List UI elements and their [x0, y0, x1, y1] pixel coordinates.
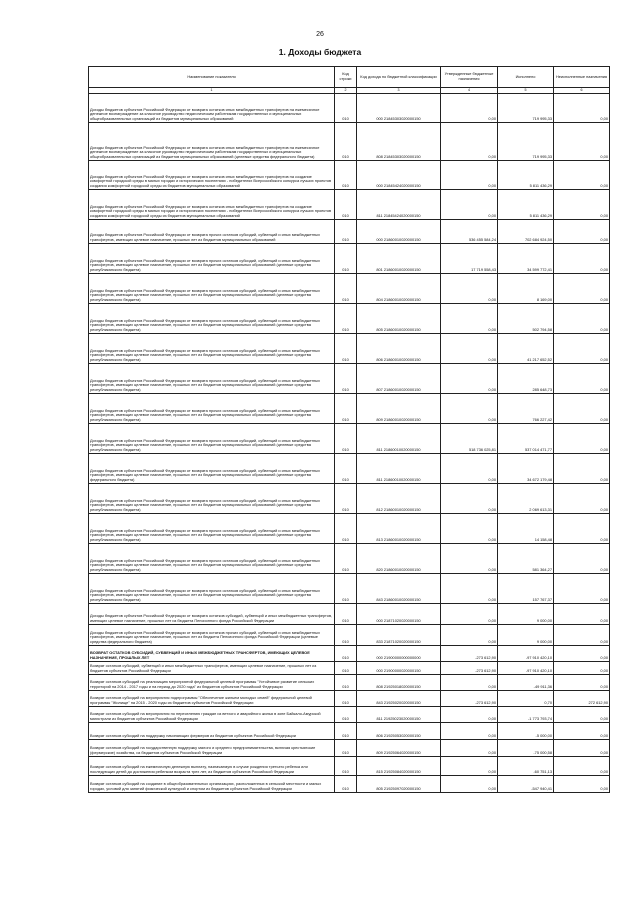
row-executed: -60 751,13: [498, 756, 554, 775]
row-approved: -273 612,90: [441, 645, 498, 661]
row-unexecuted: 0,00: [554, 775, 610, 792]
row-kbk: 811 21860010020000150: [357, 453, 441, 483]
row-unexecuted: 0,00: [554, 739, 610, 756]
row-line-code: 010: [335, 219, 357, 243]
row-kbk: 820 21860010020000150: [357, 543, 441, 573]
row-approved: 0,00: [441, 453, 498, 483]
table-row: [89, 603, 610, 624]
row-line-code: 010: [335, 661, 357, 674]
row-line-code: 010: [335, 93, 357, 122]
row-line-code: 010: [335, 453, 357, 483]
row-executed: -547 940,41: [498, 775, 554, 792]
column-number: 3: [357, 88, 441, 94]
row-approved: 0,00: [441, 393, 498, 423]
row-kbk: 804 21860010020000150: [357, 273, 441, 303]
row-name: Возврат остатков субсидий на реализацию мероприятий федеральной целевой программы "Устойчивое развитие сельских территорий на 2014 - 2017 годы и на период до 2020 года" из бюджетов субъектов Российской Федерации: [89, 674, 335, 690]
row-kbk: 806 21925053020000150: [357, 722, 441, 739]
row-name: Доходы бюджетов субъектов Российской Федерации от возврата остатков иных межбюджетных трансфертов на ежемесячное денежное вознаграждение за классное руководство педагогическим работникам государственных и муниципальных общеобразовательных организаций из бюджетов муниципальных образований: [89, 93, 335, 122]
row-name: Доходы бюджетов субъектов Российской Федерации от возврата остатков иных межбюджетных трансфертов на создание комфортной городской среды в малых городах и исторических поселениях - победителях Всероссийского конкурса лучших проектов создания комфортной городской среды из бюджетов муниципальных образований: [89, 189, 335, 219]
row-kbk: 000 21860010020000150: [357, 219, 441, 243]
table-row: [89, 189, 610, 219]
row-line-code: 010: [335, 690, 357, 706]
row-kbk: 811 21925023020000150: [357, 706, 441, 722]
row-executed: 9 000,00: [498, 624, 554, 645]
row-approved: 0,00: [441, 706, 498, 722]
row-line-code: 010: [335, 122, 357, 160]
column-number: 1: [89, 88, 335, 94]
row-approved: 0,00: [441, 603, 498, 624]
row-line-code: 010: [335, 189, 357, 219]
column-number: 4: [441, 88, 498, 94]
row-kbk: 833 21871020020000150: [357, 624, 441, 645]
row-executed: -75 000,58: [498, 739, 554, 756]
table-row: [89, 513, 610, 543]
row-unexecuted: 0,00: [554, 624, 610, 645]
column-number: 6: [554, 88, 610, 94]
column-number: 5: [498, 88, 554, 94]
row-name: Доходы бюджетов субъектов Российской Федерации от возврата остатков субсидий, субвенций и иных межбюджетных трансфертов, имеющих целевое назначение, прошлых лет из бюджета Пенсионного фонда Российской Федерации: [89, 603, 335, 624]
row-kbk: 806 21860010020000150: [357, 333, 441, 363]
row-unexecuted: 0,00: [554, 513, 610, 543]
row-approved: 518 736 025,81: [441, 423, 498, 453]
row-name: Доходы бюджетов субъектов Российской Федерации от возврата прочих остатков субсидий, субвенций и иных межбюджетных трансфертов, имеющих целевое назначение, прошлых лет из бюджетов муниципальных образований (целевые средства республиканского бюджета): [89, 513, 335, 543]
row-unexecuted: 0,00: [554, 756, 610, 775]
row-name: Доходы бюджетов субъектов Российской Федерации от возврата прочих остатков субсидий, субвенций и иных межбюджетных трансфертов, имеющих целевое назначение, прошлых лет из бюджетов муниципальных образований (целевые средства республиканского бюджета): [89, 303, 335, 333]
row-line-code: 010: [335, 423, 357, 453]
row-unexecuted: 0,00: [554, 543, 610, 573]
row-approved: -273 612,90: [441, 690, 498, 706]
table-row: [89, 483, 610, 513]
row-executed: 34 599 772,41: [498, 243, 554, 273]
row-unexecuted: 0,00: [554, 393, 610, 423]
row-line-code: 010: [335, 645, 357, 661]
row-line-code: 010: [335, 393, 357, 423]
table-row: [89, 423, 610, 453]
row-unexecuted: 0,00: [554, 603, 610, 624]
table-row: [89, 93, 610, 122]
table-row: [89, 219, 610, 243]
row-kbk: 807 21860010020000150: [357, 363, 441, 393]
row-unexecuted: 0,00: [554, 722, 610, 739]
row-approved: 0,00: [441, 624, 498, 645]
row-kbk: 808 21845303020000150: [357, 122, 441, 160]
row-line-code: 010: [335, 273, 357, 303]
row-approved: -273 612,90: [441, 661, 498, 674]
row-name: Доходы бюджетов субъектов Российской Федерации от возврата остатков иных межбюджетных трансфертов на создание комфортной городской среды в малых городах и исторических поселениях - победителях Всероссийского конкурса лучших проектов создания комфортной городской среды из бюджетов муниципальных образований: [89, 160, 335, 189]
row-executed: -49 911,36: [498, 674, 554, 690]
row-approved: 536 455 584,24: [441, 219, 498, 243]
table-row: [89, 690, 610, 706]
row-line-code: 010: [335, 706, 357, 722]
row-line-code: 010: [335, 603, 357, 624]
row-name: Возврат остатков субсидий на ежемесячную денежную выплату, назначаемую в случае рождения третьего ребенка или последующих детей до достижения ребенком возраста трех лет, из бюджетов субъектов Российской Федерации: [89, 756, 335, 775]
row-kbk: 808 21925018020000150: [357, 674, 441, 690]
row-kbk: 805 21925097020000150: [357, 775, 441, 792]
row-name: Возврат остатков субсидий на поддержку начинающих фермеров из бюджетов субъектов Российской Федерации: [89, 722, 335, 739]
table-row: [89, 739, 610, 756]
row-name: Доходы бюджетов субъектов Российской Федерации от возврата прочих остатков субсидий, субвенций и иных межбюджетных трансфертов, имеющих целевое назначение, прошлых лет из бюджетов муниципальных образований (целевые средства республиканского бюджета): [89, 543, 335, 573]
row-approved: 0,00: [441, 363, 498, 393]
table-body: [89, 93, 610, 792]
row-unexecuted: 0,00: [554, 160, 610, 189]
row-executed: 581 364,27: [498, 543, 554, 573]
header-name: Наименование показателя: [89, 67, 335, 88]
row-approved: 0,00: [441, 739, 498, 756]
row-unexecuted: 0,00: [554, 219, 610, 243]
row-unexecuted: 0,00: [554, 93, 610, 122]
table-row: [89, 661, 610, 674]
row-approved: 0,00: [441, 756, 498, 775]
row-line-code: 010: [335, 739, 357, 756]
table-row: [89, 333, 610, 363]
table-row: [89, 674, 610, 690]
header-executed: Исполнено: [498, 67, 554, 88]
row-unexecuted: 0,00: [554, 483, 610, 513]
row-kbk: 813 21860010020000150: [357, 513, 441, 543]
row-executed: 14 158,48: [498, 513, 554, 543]
row-kbk: 812 21860010020000150: [357, 483, 441, 513]
row-kbk: 811 21845424020000150: [357, 189, 441, 219]
row-name: Доходы бюджетов субъектов Российской Федерации от возврата прочих остатков субсидий, субвенций и иных межбюджетных трансфертов, имеющих целевое назначение, прошлых лет из бюджетов муниципальных образований (целевые средства республиканского бюджета): [89, 393, 335, 423]
row-name: Доходы бюджетов субъектов Российской Федерации от возврата прочих остатков субсидий, субвенций и иных межбюджетных трансфертов, имеющих целевое назначение, прошлых лет из бюджетов муниципальных образований (целевые средства республиканского бюджета): [89, 243, 335, 273]
row-executed: 5 811 436,29: [498, 160, 554, 189]
row-executed: -5 000,00: [498, 722, 554, 739]
row-name: Доходы бюджетов субъектов Российской Федерации от возврата прочих остатков субсидий, субвенций и иных межбюджетных трансфертов, имеющих целевое назначение, прошлых лет из бюджетов муниципальных образований (целевые средства федерального бюджета): [89, 453, 335, 483]
column-number: 2: [335, 88, 357, 94]
row-kbk: 000 21845303020000150: [357, 93, 441, 122]
table-row: [89, 543, 610, 573]
row-approved: 0,00: [441, 513, 498, 543]
row-executed: 702 684 924,50: [498, 219, 554, 243]
row-unexecuted: 0,00: [554, 189, 610, 219]
row-line-code: 010: [335, 303, 357, 333]
row-unexecuted: 272 612,90: [554, 690, 610, 706]
table-row: [89, 775, 610, 792]
row-approved: 0,00: [441, 722, 498, 739]
table-row: [89, 243, 610, 273]
row-executed: -1 773 793,74: [498, 706, 554, 722]
row-kbk: 000 21871020020000150: [357, 603, 441, 624]
page-number: 26: [316, 31, 324, 38]
row-executed: 0,70: [498, 690, 554, 706]
row-executed: 766 227,42: [498, 393, 554, 423]
row-kbk: 000 21900000000000000: [357, 645, 441, 661]
row-line-code: 010: [335, 243, 357, 273]
row-approved: 0,00: [441, 189, 498, 219]
row-executed: 502 794,58: [498, 303, 554, 333]
row-executed: 285 648,73: [498, 363, 554, 393]
row-name: Доходы бюджетов субъектов Российской Федерации от возврата прочих остатков субсидий, субвенций и иных межбюджетных трансфертов, имеющих целевое назначение, прошлых лет из бюджетов муниципальных образований (целевые средства республиканского бюджета): [89, 273, 335, 303]
row-name: Доходы бюджетов субъектов Российской Федерации от возврата прочих остатков субсидий, субвенций и иных межбюджетных трансфертов, имеющих целевое назначение, прошлых лет из бюджетов муниципальных образований (целевые средства республиканского бюджета): [89, 333, 335, 363]
table-row: [89, 624, 610, 645]
table-row: [89, 573, 610, 603]
row-name: ВОЗВРАТ ОСТАТКОВ СУБСИДИЙ, СУБВЕНЦИЙ И ИНЫХ МЕЖБЮДЖЕТНЫХ ТРАНСФЕРТОВ, ИМЕЮЩИХ ЦЕЛЕВОЕ НАЗНАЧЕНИЕ, ПРОШЛЫХ ЛЕТ: [89, 645, 335, 661]
row-name: Доходы бюджетов субъектов Российской Федерации от возврата прочих остатков субсидий, субвенций и иных межбюджетных трансфертов, имеющих целевое назначение, прошлых лет из бюджетов муниципальных образований (целевые средства республиканского бюджета): [89, 483, 335, 513]
row-unexecuted: 0,00: [554, 243, 610, 273]
row-executed: 537 014 471,77: [498, 423, 554, 453]
row-unexecuted: 0,00: [554, 273, 610, 303]
row-executed: -97 910 420,10: [498, 645, 554, 661]
table-row: [89, 756, 610, 775]
row-name: Доходы бюджетов субъектов Российской Федерации от возврата прочих остатков субсидий, субвенций и иных межбюджетных трансфертов, имеющих целевое назначение, прошлых лет из бюджетов муниципальных образований (целевые средства республиканского бюджета): [89, 423, 335, 453]
header-unexecuted: Неисполненные назначения: [554, 67, 610, 88]
row-approved: 0,00: [441, 333, 498, 363]
row-unexecuted: 0,00: [554, 333, 610, 363]
header-line-code: Код строки: [335, 67, 357, 88]
row-unexecuted: 0,00: [554, 661, 610, 674]
row-approved: 0,00: [441, 775, 498, 792]
header-approved: Утвержденные бюджетные назначения: [441, 67, 498, 88]
row-name: Возврат остатков субсидий на мероприятия подпрограммы "Обеспечение жильем молодых семей" федеральной целевой программы "Жилище" на 2015 - 2020 годы из бюджетов субъектов Российской Федерации: [89, 690, 335, 706]
row-line-code: 010: [335, 722, 357, 739]
row-line-code: 010: [335, 674, 357, 690]
row-kbk: 000 21845424020000150: [357, 160, 441, 189]
row-approved: 0,00: [441, 543, 498, 573]
row-unexecuted: 0,00: [554, 453, 610, 483]
row-name: Возврат остатков субсидий, субвенций и иных межбюджетных трансфертов, имеющих целевое назначение, прошлых лет из бюджетов субъектов Российской Федерации: [89, 661, 335, 674]
row-executed: 8 169,00: [498, 273, 554, 303]
table-row: [89, 122, 610, 160]
row-name: Доходы бюджетов субъектов Российской Федерации от возврата прочих остатков субсидий, субвенций и иных межбюджетных трансфертов, имеющих целевое назначение, прошлых лет из бюджетов муниципальных образований (целевые средства республиканского бюджета): [89, 363, 335, 393]
row-approved: 0,00: [441, 160, 498, 189]
row-name: Доходы бюджетов субъектов Российской Федерации от возврата прочих остатков субсидий, субвенций и иных межбюджетных трансфертов, имеющих целевое назначение, прошлых лет из бюджетов муниципальных образований (целевые средства республиканского бюджета): [89, 573, 335, 603]
row-unexecuted: 0,00: [554, 573, 610, 603]
row-approved: 0,00: [441, 573, 498, 603]
row-line-code: 010: [335, 160, 357, 189]
row-approved: 0,00: [441, 303, 498, 333]
row-executed: 34 672 179,48: [498, 453, 554, 483]
row-unexecuted: 0,00: [554, 674, 610, 690]
row-approved: 0,00: [441, 93, 498, 122]
income-table: [88, 66, 610, 793]
row-executed: 157 767,37: [498, 573, 554, 603]
row-kbk: 801 21860010020000150: [357, 243, 441, 273]
row-executed: 9 000,00: [498, 603, 554, 624]
row-line-code: 010: [335, 543, 357, 573]
row-line-code: 010: [335, 775, 357, 792]
row-unexecuted: 0,00: [554, 645, 610, 661]
row-approved: 0,00: [441, 122, 498, 160]
row-approved: 17 719 558,43: [441, 243, 498, 273]
row-kbk: 805 21860010020000150: [357, 303, 441, 333]
header-kbk: Код дохода по бюджетной классификации: [357, 67, 441, 88]
row-unexecuted: 0,00: [554, 303, 610, 333]
row-unexecuted: 0,00: [554, 423, 610, 453]
row-executed: -97 910 420,10: [498, 661, 554, 674]
row-kbk: 843 21925020020000150: [357, 690, 441, 706]
table-row: [89, 645, 610, 661]
row-kbk: 809 21925064020000150: [357, 739, 441, 756]
table-row: [89, 160, 610, 189]
row-line-code: 010: [335, 624, 357, 645]
row-name: Доходы бюджетов субъектов Российской Федерации от возврата остатков прочих субсидий, субвенций и иных межбюджетных трансфертов, имеющих целевое назначение, прошлых лет из бюджета Пенсионного фонда Российской Федерации (целевые средства федерального бюджета): [89, 624, 335, 645]
row-name: Возврат остатков субсидий на создание в общеобразовательных организациях, расположенных в сельской местности и малых городах, условий для занятий физической культурой и спортом из бюджетов субъектов Российской Федерации: [89, 775, 335, 792]
table-row: [89, 363, 610, 393]
table-row: [89, 706, 610, 722]
row-kbk: 811 21860010020000150: [357, 423, 441, 453]
row-line-code: 010: [335, 513, 357, 543]
row-line-code: 010: [335, 573, 357, 603]
row-kbk: 815 21925084020000150: [357, 756, 441, 775]
row-name: Доходы бюджетов субъектов Российской Федерации от возврата остатков иных межбюджетных трансфертов на ежемесячное денежное вознаграждение за классное руководство педагогическим работникам государственных и муниципальных общеобразовательных организаций из бюджетов муниципальных образований (целевые средства федерального бюджета): [89, 122, 335, 160]
row-approved: 0,00: [441, 674, 498, 690]
row-kbk: 000 21900000020000150: [357, 661, 441, 674]
row-line-code: 010: [335, 756, 357, 775]
page-title: 1. Доходы бюджета: [278, 47, 362, 57]
row-name: Возврат остатков субсидий на государственную поддержку малого и среднего предпринимательства, включая крестьянские (фермерские) хозяйства, из бюджетов субъектов Российской Федерации: [89, 739, 335, 756]
row-unexecuted: 0,00: [554, 363, 610, 393]
row-kbk: 843 21860010020000150: [357, 573, 441, 603]
row-executed: 2 069 613,31: [498, 483, 554, 513]
table-header-row: [89, 67, 610, 88]
table-row: [89, 303, 610, 333]
row-name: Доходы бюджетов субъектов Российской Федерации от возврата прочих остатков субсидий, субвенций и иных межбюджетных трансфертов, имеющих целевое назначение, прошлых лет из бюджетов муниципальных образований: [89, 219, 335, 243]
row-approved: 0,00: [441, 483, 498, 513]
row-approved: 0,00: [441, 273, 498, 303]
row-executed: 41 217 652,52: [498, 333, 554, 363]
table-row: [89, 722, 610, 739]
table-row: [89, 453, 610, 483]
row-executed: 719 995,33: [498, 93, 554, 122]
row-name: Возврат остатков субсидий на мероприятия по переселению граждан из ветхого и аварийного жилья в зоне Байкало-Амурской магистрали из бюджетов субъектов Российской Федерации: [89, 706, 335, 722]
row-unexecuted: 0,00: [554, 122, 610, 160]
row-line-code: 010: [335, 483, 357, 513]
table-row: [89, 393, 610, 423]
row-unexecuted: 0,00: [554, 706, 610, 722]
table-row: [89, 273, 610, 303]
row-executed: 5 811 436,29: [498, 189, 554, 219]
row-executed: 719 995,33: [498, 122, 554, 160]
row-kbk: 809 21860010020000150: [357, 393, 441, 423]
row-line-code: 010: [335, 333, 357, 363]
row-line-code: 010: [335, 363, 357, 393]
